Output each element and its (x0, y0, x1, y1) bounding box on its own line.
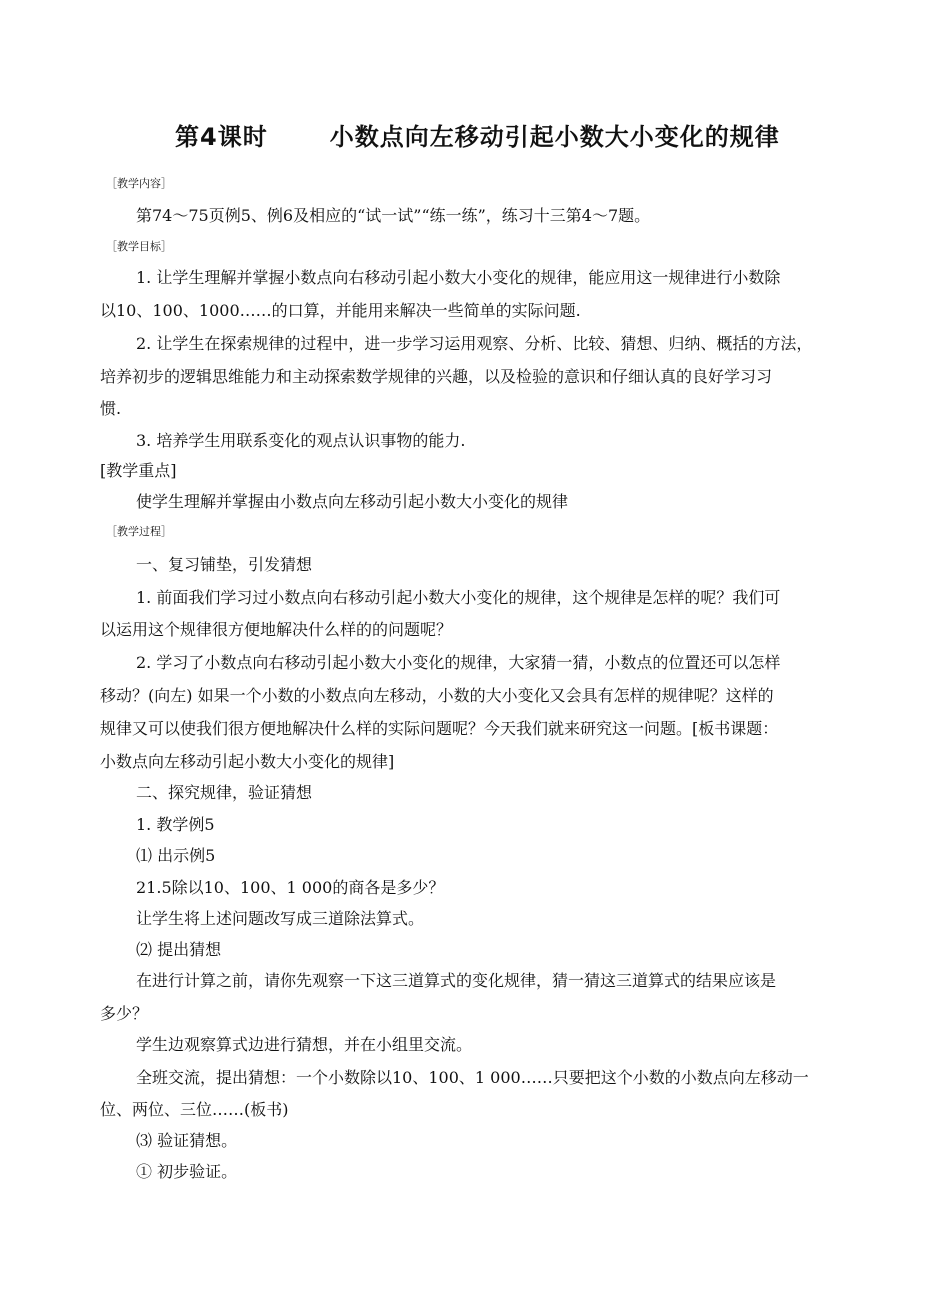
goal-1-line-1: 1. 让学生理解并掌握小数点向右移动引起小数大小变化的规律，能应用这一规律进行小数除 (136, 268, 781, 287)
section-2-heading: 二、探究规律，验证猜想 (136, 783, 313, 802)
goal-2-line-2: 培养初步的逻辑思维能力和主动探索数学规律的兴趣，以及检验的意识和仔细认真的良好学习习 (100, 367, 773, 386)
class-discussion-line-1: 全班交流，提出猜想：一个小数除以10、100、1 000……只要把这个小数的小数点向左移动一 (136, 1068, 809, 1087)
goal-3: 3. 培养学生用联系变化的观点认识事物的能力. (136, 431, 466, 450)
heading-teaching-content: ［教学内容］ (106, 177, 172, 190)
section-1-heading: 一、复习铺垫，引发猜想 (136, 555, 313, 574)
group-discussion: 学生边观察算式边进行猜想，并在小组里交流。 (136, 1035, 473, 1054)
goal-1-line-2: 以10、100、1000……的口算，并能用来解决一些简单的实际问题. (100, 301, 581, 320)
heading-key-point: [教学重点] (100, 461, 177, 480)
title-topic: 小数点向左移动引起小数大小变化的规律 (329, 123, 780, 151)
guess-paragraph-line-2: 多少？ (100, 1004, 149, 1023)
step-3-verify: ⑶ 验证猜想。 (136, 1131, 238, 1150)
review-1-line-1: 1. 前面我们学习过小数点向右移动引起小数大小变化的规律，这个规律是怎样的呢？我们可 (136, 588, 781, 607)
review-2-line-2: 移动？(向左) 如果一个小数的小数点向左移动，小数的大小变化又会具有怎样的规律呢？这样的 (100, 686, 774, 705)
class-discussion-line-2: 位、两位、三位……(板书) (100, 1100, 289, 1119)
review-1-line-2: 以运用这个规律很方便地解决什么样的的问题呢？ (100, 620, 453, 639)
rewrite-instruction: 让学生将上述问题改写成三道除法算式。 (136, 909, 425, 928)
step-2-guess: ⑵ 提出猜想 (136, 940, 222, 959)
goal-2-line-3: 惯. (100, 399, 122, 418)
review-2-line-1: 2. 学习了小数点向右移动引起小数大小变化的规律，大家猜一猜，小数点的位置还可以怎样 (136, 653, 781, 672)
step-1-show-example: ⑴ 出示例5 (136, 846, 216, 865)
example-5-question: 21.5除以10、100、1 000的商各是多少？ (136, 878, 445, 897)
guess-paragraph-line-1: 在进行计算之前，请你先观察一下这三道算式的变化规律，猜一猜这三道算式的结果应该是 (136, 971, 777, 990)
review-2-line-4: 小数点向左移动引起小数大小变化的规律] (100, 752, 395, 771)
verify-step-1: ① 初步验证。 (136, 1162, 238, 1181)
example-5-heading: 1. 教学例5 (136, 815, 215, 834)
paragraph-content: 第74～75页例5、例6及相应的“试一试”“练一练”，练习十三第4～7题。 (136, 206, 651, 225)
heading-teaching-process: ［教学过程］ (106, 525, 172, 538)
title-lesson: 第4课时 (175, 123, 268, 151)
goal-2-line-1: 2. 让学生在探索规律的过程中，进一步学习运用观察、分析、比较、猜想、归纳、概括的方法， (136, 334, 813, 353)
heading-teaching-goals: ［教学目标］ (106, 240, 172, 253)
page-title (175, 117, 875, 152)
review-2-line-3: 规律又可以使我们很方便地解决什么样的实际问题呢？今天我们就来研究这一问题。[板书课题： (100, 719, 779, 738)
paragraph-key-point: 使学生理解并掌握由小数点向左移动引起小数大小变化的规律 (136, 492, 569, 511)
